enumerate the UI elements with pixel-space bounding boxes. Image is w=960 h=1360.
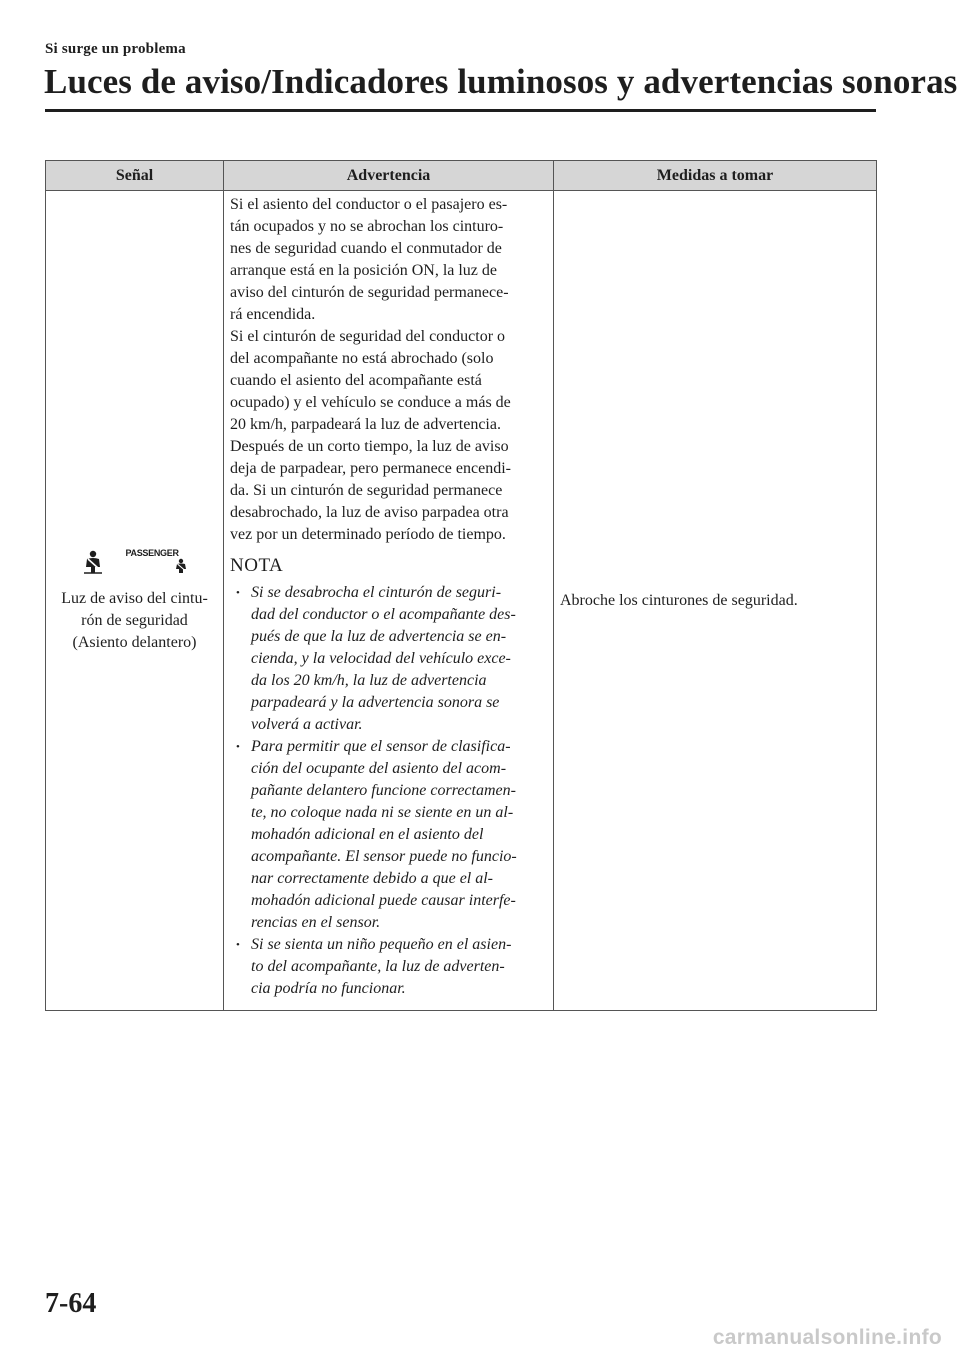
signal-cell — [46, 191, 224, 1011]
table-row — [46, 191, 877, 1011]
signal-name-line: Luz de aviso del cintu- — [61, 589, 208, 607]
note-line: acompañante. El sensor puede no funcio- — [251, 848, 517, 865]
note-line: to del acompañante, la luz de adverten- — [251, 958, 505, 975]
warning-line: vez por un determinado período de tiempo. — [230, 526, 506, 543]
warning-text — [230, 194, 547, 546]
note-line: rencias en el sensor. — [251, 914, 381, 931]
warning-line: aviso del cinturón de seguridad permanece- — [230, 284, 509, 301]
note-line: pués de que la luz de advertencia se en- — [251, 628, 507, 645]
warning-line: nes de seguridad cuando el conmutador de — [230, 240, 502, 257]
note-line: nar correctamente debido a que el al- — [251, 870, 494, 887]
note-line: volverá a activar. — [251, 716, 363, 733]
warning-line: Si el cinturón de seguridad del conductor o — [230, 328, 506, 345]
column-header-signal: Señal — [46, 161, 224, 191]
note-line: ción del ocupante del asiento del acom- — [251, 760, 507, 777]
warning-line: 20 km/h, parpadeará la luz de advertencia. — [230, 416, 501, 433]
warning-line: tán ocupados y no se abrochan los cinturo- — [230, 218, 504, 235]
table-header-row — [46, 161, 877, 191]
note-list — [230, 582, 547, 1000]
action-cell — [554, 191, 877, 1011]
column-header-action: Medidas a tomar — [554, 161, 877, 191]
section-label: Si surge un problema — [45, 41, 186, 57]
note-heading: NOTA — [230, 555, 284, 576]
note-item — [230, 934, 547, 1000]
note-line: Si se desabrocha el cinturón de seguri- — [251, 584, 502, 601]
warning-line: rá encendida. — [230, 306, 316, 323]
page-title: Luces de aviso/Indicadores luminosos y advertencias sonoras — [44, 62, 958, 101]
note-line: Si se sienta un niño pequeño en el asien- — [251, 936, 512, 953]
warning-line: Si el asiento del conductor o el pasajero es- — [230, 196, 508, 213]
watermark: carmanualsonline.info — [712, 1326, 942, 1349]
warning-line: ocupado) y el vehículo se conduce a más de — [230, 394, 511, 411]
warning-line: desabrochado, la luz de aviso parpadea otra — [230, 504, 509, 521]
warning-table — [45, 160, 877, 1011]
warning-line: Después de un corto tiempo, la luz de aviso — [230, 438, 509, 455]
passenger-seatbelt-icon — [174, 558, 188, 574]
note-line: Para permitir que el sensor de clasifica- — [251, 738, 511, 755]
column-header-warning: Advertencia — [224, 161, 554, 191]
signal-name-line: rón de seguridad — [81, 611, 188, 629]
warning-line: da. Si un cinturón de seguridad permanece — [230, 482, 503, 499]
note-line: da los 20 km/h, la luz de advertencia — [251, 672, 487, 689]
note-item — [230, 736, 547, 934]
warning-line: arranque está en la posición ON, la luz de — [230, 262, 498, 279]
note-line: parpadeará y la advertencia sonora se — [251, 694, 500, 711]
passenger-label: PASSENGER — [125, 547, 179, 558]
passenger-seatbelt-indicator — [126, 548, 188, 574]
note-line: pañante delantero funcione correctamen- — [251, 782, 516, 799]
page-number: 7-64 — [45, 1288, 97, 1319]
title-rule — [45, 109, 876, 112]
seatbelt-warning-icon — [82, 550, 104, 574]
note-item — [230, 582, 547, 736]
signal-name — [52, 588, 217, 654]
note-line: mohadón adicional en el asiento del — [251, 826, 484, 843]
warning-line: deja de parpadear, pero permanece encendi- — [230, 460, 511, 477]
warning-line: cuando el asiento del acompañante está — [230, 372, 482, 389]
note-line: cienda, y la velocidad del vehículo exce- — [251, 650, 511, 667]
note-line: mohadón adicional puede causar interfe- — [251, 892, 516, 909]
signal-icons — [52, 548, 217, 574]
signal-name-line: (Asiento delantero) — [72, 633, 197, 651]
action-text: Abroche los cinturones de seguridad. — [560, 591, 798, 609]
warning-line: del acompañante no está abrochado (solo — [230, 350, 494, 367]
note-line: te, no coloque nada ni se siente en un al- — [251, 804, 514, 821]
note-line: cia podría no funcionar. — [251, 980, 406, 997]
note-line: dad del conductor o el acompañante des- — [251, 606, 516, 623]
warning-cell — [224, 191, 554, 1011]
